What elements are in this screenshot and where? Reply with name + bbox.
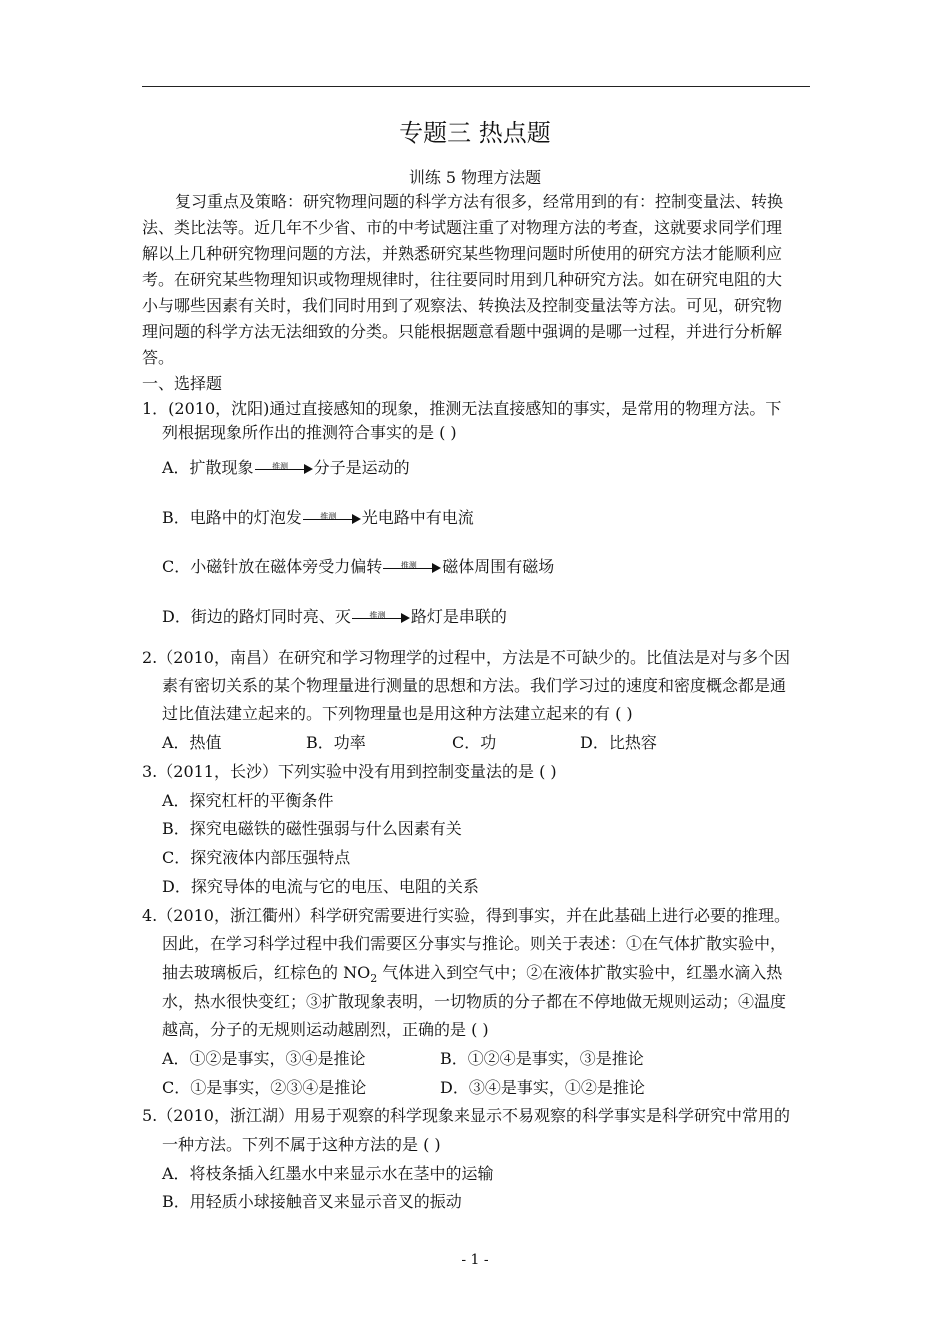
intro-line: 理问题的科学方法无法细致的分类。只能根据题意看题中强调的是哪一过程，并进行分析解 <box>142 322 783 341</box>
question-3-option-b: B．探究电磁铁的磁性强弱与什么因素有关 <box>162 819 462 838</box>
question-1-option-d: D．街边的路灯同时亮、灭 推测 路灯是串联的 <box>162 607 507 626</box>
question-1-option-b: B．电路中的灯泡发 推测 光电路中有电流 <box>162 508 474 527</box>
question-3-option-c: C．探究液体内部压强特点 <box>162 848 351 867</box>
intro-line: 考。在研究某些物理知识或物理规律时，往往要同时用到几种研究方法。如在研究电阻的大 <box>142 270 783 289</box>
question-2-option-a: A．热值 <box>162 733 222 752</box>
question-4-option-c: C．①是事实，②③④是推论 <box>162 1078 367 1097</box>
infer-arrow: 推测 <box>255 463 313 475</box>
question-2-option-b: B．功率 <box>306 733 366 752</box>
question-2-line: 2.（2010，南昌）在研究和学习物理学的过程中，方法是不可缺少的。比值法是对与多个因 <box>142 648 790 667</box>
page-title: 专题三 热点题 <box>399 119 551 147</box>
section-heading: 一、选择题 <box>142 374 223 393</box>
question-4-line: 因此，在学习科学过程中我们需要区分事实与推论。则关于表述：①在气体扩散实验中， <box>162 934 787 953</box>
intro-line: 法、类比法等。近几年不少省、市的中考试题注重了对物理方法的考查，这就要求同学们理 <box>142 218 783 237</box>
question-4-option-b: B．①②④是事实，③是推论 <box>440 1049 644 1068</box>
question-2-line: 素有密切关系的某个物理量进行测量的思想和方法。我们学习过的速度和密度概念都是通 <box>162 676 787 695</box>
question-1-line: 1．(2010，沈阳)通过直接感知的现象，推测无法直接感知的事实，是常用的物理方法。下 <box>142 399 782 418</box>
question-4-line: 4.（2010，浙江衢州）科学研究需要进行实验，得到事实，并在此基础上进行必要的推理。 <box>142 906 790 925</box>
question-2-line: 过比值法建立起来的。下列物理量也是用这种方法建立起来的有 ( ) <box>162 704 633 723</box>
question-4-line: 越高，分子的无规则运动越剧烈，正确的是 ( ) <box>162 1020 489 1039</box>
question-4-option-a: A．①②是事实，③④是推论 <box>162 1049 366 1068</box>
question-2-option-d: D．比热容 <box>580 733 657 752</box>
question-1-line: 列根据现象所作出的推测符合事实的是 ( ) <box>162 423 457 442</box>
infer-arrow: 推测 <box>303 513 361 525</box>
intro-line: 答。 <box>142 348 175 367</box>
question-4-line: 水，热水很快变红；③扩散现象表明，一切物质的分子都在不停地做无规则运动；④温度 <box>162 992 787 1011</box>
question-2-option-c: C．功 <box>452 733 497 752</box>
page-number: - 1 - <box>461 1252 489 1268</box>
infer-arrow: 推测 <box>383 562 441 574</box>
question-3-option-d: D．探究导体的电流与它的电压、电阻的关系 <box>162 877 479 896</box>
question-5-line: 5.（2010，浙江湖）用易于观察的科学现象来显示不易观察的科学事实是科学研究中常用的 <box>142 1106 790 1125</box>
intro-line: 复习重点及策略：研究物理问题的科学方法有很多，经常用到的有：控制变量法、转换 <box>175 192 784 211</box>
question-1-option-a: A．扩散现象 推测 分子是运动的 <box>162 458 410 477</box>
question-4-option-d: D．③④是事实，①②是推论 <box>440 1078 645 1097</box>
intro-line: 解以上几种研究物理问题的方法，并熟悉研究某些物理问题时所使用的研究方法才能顺利应 <box>142 244 783 263</box>
infer-arrow: 推测 <box>352 612 410 624</box>
question-3-line: 3.（2011，长沙）下列实验中没有用到控制变量法的是 ( ) <box>142 762 557 781</box>
question-4-line: 抽去玻璃板后，红棕色的 $NO_2$ 气体进入到空气中；②在液体扩散实验中，红墨水滴入热 <box>162 963 783 985</box>
page-subtitle: 训练 5 物理方法题 <box>408 168 542 187</box>
header-rule <box>142 86 810 87</box>
question-5-option-a: A．将枝条插入红墨水中来显示水在茎中的运输 <box>162 1164 494 1183</box>
subscript: 2 <box>370 972 378 985</box>
question-3-option-a: A．探究杠杆的平衡条件 <box>162 791 334 810</box>
question-5-line: 一种方法。下列不属于这种方法的是 ( ) <box>162 1135 441 1154</box>
intro-line: 小与哪些因素有关时，我们同时用到了观察法、转换法及控制变量法等方法。可见，研究物 <box>142 296 783 315</box>
question-5-option-b: B．用轻质小球接触音叉来显示音叉的振动 <box>162 1192 462 1211</box>
question-1-option-c: C．小磁针放在磁体旁受力偏转 推测 磁体周围有磁场 <box>162 557 555 576</box>
